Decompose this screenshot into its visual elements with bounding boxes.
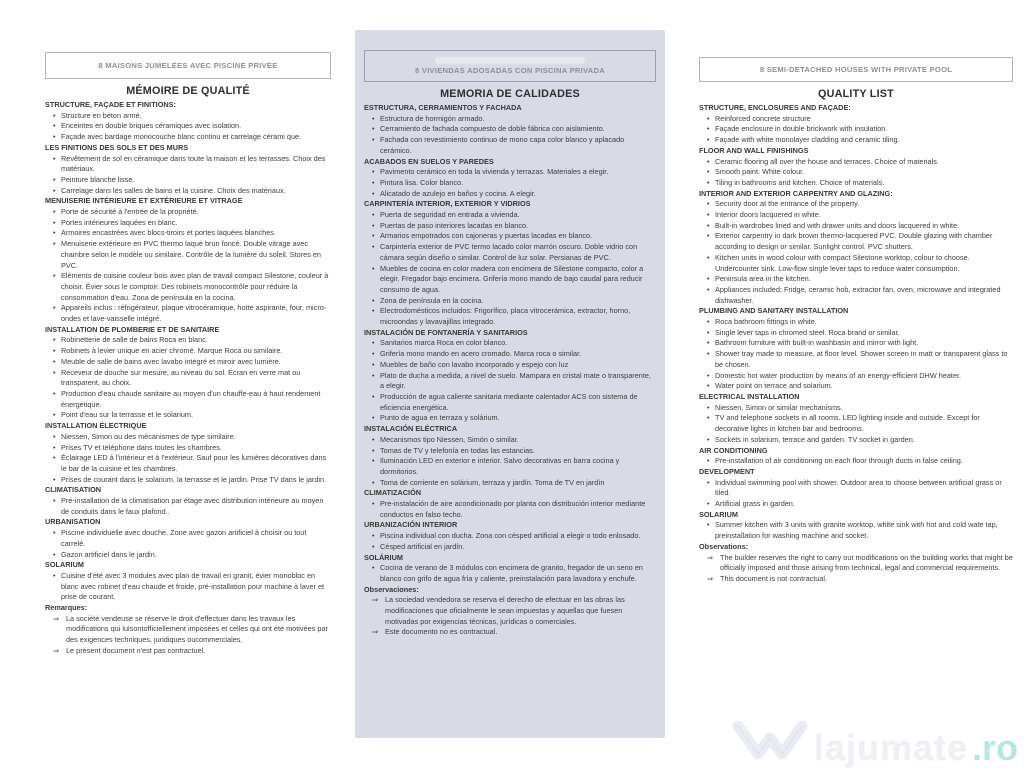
section-title: URBANIZACIÓN INTERIOR: [364, 520, 458, 530]
list-item: • Prises TV et téléphone dans toutes les chambres.: [53, 443, 331, 454]
section-item-list: [45, 207, 331, 325]
list-item: • Interior doors lacquered in white.: [707, 210, 1013, 221]
list-item: • Water point on terrace and solarium.: [707, 381, 1013, 392]
list-item: • Bathroom furniture with built-in washbasin and mirror with light.: [707, 338, 1013, 349]
section-title: INSTALLATION DE PLOMBERIE ET DE SANITAIRE: [45, 324, 220, 334]
list-item: • Façade enclosure in double brickwork with insulation.: [707, 124, 1013, 135]
list-item: • Piscine individuelle avec douche. Zone avec gazon artificiel à choisir ou tout carrelé.: [53, 528, 331, 549]
section-item-list: [45, 571, 331, 603]
section-title: ELECTRICAL INSTALLATION: [699, 391, 800, 401]
redacted-company-name: [435, 57, 585, 64]
list-item: • Electrodomésticos incluidos: Frigorífico, placa vitrocerámica, extractor, horno, microondas y lavavajillas integrado.: [372, 306, 656, 327]
list-item: ⇒ Este documento no es contractual.: [372, 627, 656, 638]
section-title: MENUISERIE INTÉRIEURE ET EXTÉRIEURE ET VITRAGE: [45, 196, 243, 206]
heading-spanish: MEMORIA DE CALIDADES: [440, 88, 580, 100]
section-item-list: [45, 614, 331, 657]
list-item: • Pré-installation de la climatisation par étage avec distribution intérieure au moyen de conduits dans le faux plafond..: [53, 496, 331, 517]
section-title: LES FINITIONS DES SOLS ET DES MURS: [45, 142, 189, 152]
list-item: • Appliances included: Fridge, ceramic hob, extractor fan, oven, microwave and integrated dishwasher.: [707, 285, 1013, 306]
section-item-list: [699, 157, 1013, 189]
list-item: • Éclairage LED à l'intérieur et à l'extérieur. Sauf pour les lumières décoratives dans le bar de la cuisine et les chambres.: [53, 453, 331, 474]
section-item-list: [699, 199, 1013, 306]
list-item: • Tomas de TV y telefonía en todas las estancias.: [372, 446, 656, 457]
list-item: • Pre-installation of air conditioning on each floor through ducts in false ceiling.: [707, 456, 1013, 467]
sections-spanish: [364, 103, 656, 638]
title-box-spanish-label: 8 VIVIENDAS ADOSADAS CON PISCINA PRIVADA: [415, 66, 605, 75]
list-item: • Façade avec bardage monocouche blanc continu et carrelage cérami que.: [53, 132, 331, 143]
section-title: DEVELOPMENT: [699, 466, 755, 476]
section-item-list: [699, 520, 1013, 541]
list-item: • Appareils inclus : réfrigérateur, plaque vitrocéramique, hotte aspirante, four, micro-ondes et lave-vaisselle intégré.: [53, 303, 331, 324]
section-item-list: [45, 528, 331, 560]
title-box-english: [699, 57, 1013, 82]
watermark-lajumate: [730, 714, 1018, 766]
section-title: Remarques:: [45, 603, 88, 613]
watermark-text: lajumate: [813, 727, 968, 768]
column-french: [45, 52, 331, 657]
section-title: AIR CONDITIONING: [699, 445, 768, 455]
list-item: • Meuble de salle de bains avec lavabo intégré et miroir avec lumière.: [53, 357, 331, 368]
section-item-list: [364, 563, 656, 584]
sections-french: [45, 100, 331, 657]
sections-english: [699, 103, 1013, 585]
list-item: • Single lever taps in chromed steel. Roca brand or similar.: [707, 328, 1013, 339]
list-item: • Armoires encastrées avec blocs-tiroirs et portes laquées blanches.: [53, 228, 331, 239]
list-item: • Cocina de verano de 3 módulos con encimera de granito, fregador de un seno en blanco con grifo de agua fría y caliente, preinstalación para lavadora y enchufe.: [372, 563, 656, 584]
section-item-list: [364, 338, 656, 424]
list-item: • Ceramic flooring all over the house and terraces. Choice of materials.: [707, 157, 1013, 168]
section-title: FLOOR AND WALL FINISHINGS: [699, 145, 809, 155]
list-item: ⇒ La sociedad vendedora se reserva el derecho de efectuar en las obras las modificaciones que oficialmente le sean impuestas y aquellas que fuesen motivadas por exigencias técnicas, jurídicas o comerciales.: [372, 595, 656, 627]
list-item: • Pre-instalación de aire acondicionado por planta con distribución interior mediante conductos en falso techo.: [372, 499, 656, 520]
list-item: • Smooth paint. White colour.: [707, 167, 1013, 178]
section-title: PLUMBING AND SANITARY INSTALLATION: [699, 306, 849, 316]
list-item: • Robinetterie de salle de bains Roca en blanc.: [53, 335, 331, 346]
list-item: • Zona de península en la cocina.: [372, 296, 656, 307]
section-item-list: [45, 335, 331, 421]
section-title: STRUCTURE, ENCLOSURES AND FAÇADE:: [699, 103, 851, 112]
section-item-list: [45, 111, 331, 143]
list-item: • Tiling in bathrooms and kitchen. Choice of materials.: [707, 178, 1013, 189]
list-item: • Shower tray made to measure, at floor level. Shower screen in matt or transparent glass to be chosen.: [707, 349, 1013, 370]
list-item: • Portes intérieures laquées en blanc.: [53, 218, 331, 229]
list-item: • Puertas de paso interiores lacadas en blanco.: [372, 221, 656, 232]
section-title: URBANISATION: [45, 517, 101, 527]
section-item-list: [364, 595, 656, 638]
list-item: • Roca bathroom fittings in white.: [707, 317, 1013, 328]
section-title: SOLÁRIUM: [364, 552, 403, 562]
list-item: • Fachada con revestimiento continuo de mono capa color blanco y aplacado cerámico.: [372, 135, 656, 156]
section-item-list: [699, 403, 1013, 446]
section-title: SOLARIUM: [45, 560, 84, 570]
section-item-list: [699, 553, 1013, 585]
list-item: • Puerta de seguridad en entrada a vivienda.: [372, 210, 656, 221]
list-item: • Sanitarios marca Roca en color blanco.: [372, 338, 656, 349]
title-box-french: [45, 52, 331, 79]
list-item: ⇒ The builder reserves the right to carry out modifications on the building works that might be officially imposed and those arising from technical, legal and commercial requirements.: [707, 553, 1013, 574]
section-title: Observaciones:: [364, 584, 419, 594]
list-item: • Toma de corriente en solárium, terraza y jardín. Toma de TV en jardín: [372, 478, 656, 489]
list-item: • Mecanismos tipo Niessen, Simón o similar.: [372, 435, 656, 446]
section-item-list: [699, 478, 1013, 510]
list-item: • Point d'eau sur la terrasse et le solarium.: [53, 410, 331, 421]
list-item: • Niessen, Simon ou des mécanismes de type similaire.: [53, 432, 331, 443]
list-item: • Gazon artificiel dans le jardin.: [53, 550, 331, 561]
section-title: STRUCTURE, FAÇADE ET FINITIONS:: [45, 100, 176, 109]
list-item: • Security door at the entrance of the property.: [707, 199, 1013, 210]
section-title: Observations:: [699, 541, 749, 551]
list-item: ⇒ Le présent document n'est pas contractuel.: [53, 646, 331, 657]
list-item: • Production d'eau chaude sanitaire au moyen d'un chauffe-eau à haut rendement énergétique.: [53, 389, 331, 410]
section-title: ACABADOS EN SUELOS Y PAREDES: [364, 156, 494, 166]
list-item: • Robinets à levier unique en acier chromé. Marque Roca ou similaire.: [53, 346, 331, 357]
list-item: • Structure en béton armé.: [53, 111, 331, 122]
list-item: • TV and telephone sockets in all rooms. LED lighting inside and outside. Except for decorative lights in kitchen bar and bedrooms.: [707, 413, 1013, 434]
watermark-tld: .ro: [971, 727, 1018, 768]
section-item-list: [45, 432, 331, 486]
section-item-list: [45, 496, 331, 517]
list-item: • Grifería mono mando en acero cromado. Marca roca o similar.: [372, 349, 656, 360]
section-item-list: [364, 210, 656, 328]
list-item: • Enceintes en double briques céramiques avec isolation.: [53, 121, 331, 132]
section-title: CLIMATISATION: [45, 485, 102, 495]
column-spanish: [355, 30, 665, 638]
column-spanish-panel: [355, 30, 665, 738]
list-item: • Carrelage dans les salles de bains et la cuisine. Choix des matériaux.: [53, 186, 331, 197]
list-item: • Summer kitchen with 3 units with granite worktop, white sink with hot and cold wate tap, preinstallation for washing machine and socket.: [707, 520, 1013, 541]
list-item: • Receveur de douche sur mesure, au niveau du sol. Écran en verre mat ou transparent, au choix.: [53, 368, 331, 389]
list-item: • Porte de sécurité à l'entrée de la propriété.: [53, 207, 331, 218]
list-item: ⇒ La société vendeuse se réserve le droit d'effectuer dans les travaux les modifications qui luisontofficiellement imposées et celles qui ont été motivées par des exigences techniques, juridiques oucommerciales.: [53, 614, 331, 646]
list-item: • Niessen, Simon or similar mechanisms.: [707, 403, 1013, 414]
list-item: • Built-in wardrobes lined and with drawer units and doors lacquered in white.: [707, 221, 1013, 232]
section-title: CLIMATIZACIÓN: [364, 488, 422, 498]
list-item: • Menuiserie extérieure en PVC thermo laqué brun foncé. Double vitrage avec chambre selon le modèle ou similaire. Contrôle de la lumière du soleil. Stores en PVC.: [53, 239, 331, 271]
section-title: INSTALACIÓN DE FONTANERÍA Y SANITARIOS: [364, 327, 528, 337]
list-item: • Eléments de cuisine couleur bois avec plan de travail compact Silestone, couleur à choisir. Évier sous le comptoir. Des robinets monocontrôle pour réduire la consommation d'eau. Zona de península en la cocina.: [53, 271, 331, 303]
list-item: • Cerramiento de fachada compuesto de doble fábrica con aislamiento.: [372, 124, 656, 135]
section-item-list: [364, 531, 656, 552]
list-item: • Exterior carpentry in dark brown thermo-lacquered PVC. Double glazing with chamber according to design or similar. Sunlight control. PVC shutters.: [707, 231, 1013, 252]
list-item: • Pintura lisa. Color blanco.: [372, 178, 656, 189]
list-item: • Kitchen units in wood colour with compact Silestone worktop, colour to choose. Undercounter sink. Low-flow single lever taps to reduce water consumption.: [707, 253, 1013, 274]
section-item-list: [699, 456, 1013, 467]
section-item-list: [699, 317, 1013, 392]
section-title: INSTALACIÓN ELÉCTRICA: [364, 424, 458, 434]
list-item: • Armarios empotrados con cajoneras y puertas lacadas en blanco.: [372, 231, 656, 242]
list-item: • Iluminación LED en exterior e interior. Salvo decorativas en barra cocina y dormitorios.: [372, 456, 656, 477]
list-item: • Estructura de hormigón armado.: [372, 114, 656, 125]
section-item-list: [364, 435, 656, 489]
section-title: SOLARIUM: [699, 509, 738, 519]
heading-english: QUALITY LIST: [818, 88, 894, 100]
section-title: ESTRUCTURA, CERRAMIENTOS Y FACHADA: [364, 103, 522, 112]
list-item: • Piscina individual con ducha. Zona con césped artificial a elegir o todo enlosado.: [372, 531, 656, 542]
list-item: • Artificial grass in garden.: [707, 499, 1013, 510]
list-item: • Peinture blanche lisse.: [53, 175, 331, 186]
list-item: • Sockets in solarium, terrace and garden. TV socket in garden.: [707, 435, 1013, 446]
lajumate-logo-icon: [730, 714, 810, 766]
section-title: INSTALLATION ÉLECTRIQUE: [45, 421, 147, 431]
list-item: • Domestic hot water production by means of an energy-efficient DHW heater.: [707, 371, 1013, 382]
list-item: • Pavimento cerámico en toda la vivienda y terrazas. Materiales a elegir.: [372, 167, 656, 178]
list-item: • Carpintería exterior de PVC termo lacado color marrón oscuro. Doble vidrio con cámara según diseño o similar. Control de luz solar. Persianas de PVC.: [372, 242, 656, 263]
title-box-french-label: 8 MAISONS JUMELÉES AVEC PISCINE PRIVÉE: [98, 61, 278, 70]
list-item: • Césped artificial en jardín.: [372, 542, 656, 553]
list-item: • Prises de courant dans le solarium, la terrasse et le jardin. Prise TV dans le jardin.: [53, 475, 331, 486]
list-item: • Individual swimming pool with shower. Outdoor area to choose between artificial grass or tiled.: [707, 478, 1013, 499]
list-item: • Peninsula area in the kitchen.: [707, 274, 1013, 285]
heading-french: MÉMOIRE DE QUALITÉ: [126, 85, 250, 97]
list-item: • Cuisine d'été avec 3 modules avec plan de travail en granit, évier monobloc en blanc avec robinet d'eau chaude et froide, pré-installation pour machine à laver et prise de courant.: [53, 571, 331, 603]
section-title: CARPINTERÍA INTERIOR, EXTERIOR Y VIDRIOS: [364, 199, 531, 209]
section-item-list: [364, 167, 656, 199]
list-item: • Plato de ducha a medida, a nivel de suelo. Mampara en cristal mate o transparente, a elegir.: [372, 371, 656, 392]
section-item-list: [45, 154, 331, 197]
title-box-english-label: 8 SEMI-DETACHED HOUSES WITH PRIVATE POOL: [759, 65, 953, 74]
list-item: • Revêtement de sol en céramique dans toute la maison et les terrasses. Choix des matériaux.: [53, 154, 331, 175]
column-english: [699, 57, 1013, 585]
section-item-list: [364, 499, 656, 520]
list-item: • Reinforced concrete structure: [707, 114, 1013, 125]
section-title: INTERIOR AND EXTERIOR CARPENTRY AND GLAZING:: [699, 188, 893, 198]
section-item-list: [364, 114, 656, 157]
list-item: • Punto de agua en terraza y solárium.: [372, 413, 656, 424]
list-item: • Producción de agua caliente sanitaria mediante calentador ACS con sistema de eficiencia energética.: [372, 392, 656, 413]
list-item: • Muebles de cocina en color madera con encimera de Silestone compacto, color a elegir. Fregador bajo encimera. Grifería mono mando de bajo caudal para reducir consumo de agua.: [372, 264, 656, 296]
title-box-spanish: [364, 50, 656, 82]
list-item: • Muebles de baño con lavabo incorporado y espejo con luz: [372, 360, 656, 371]
list-item: • Alicatado de azulejo en baños y cocina. A elegir.: [372, 189, 656, 200]
list-item: ⇒ This document is not contractual.: [707, 574, 1013, 585]
section-item-list: [699, 114, 1013, 146]
list-item: • Façade with white monolayer cladding and ceramic tiling.: [707, 135, 1013, 146]
